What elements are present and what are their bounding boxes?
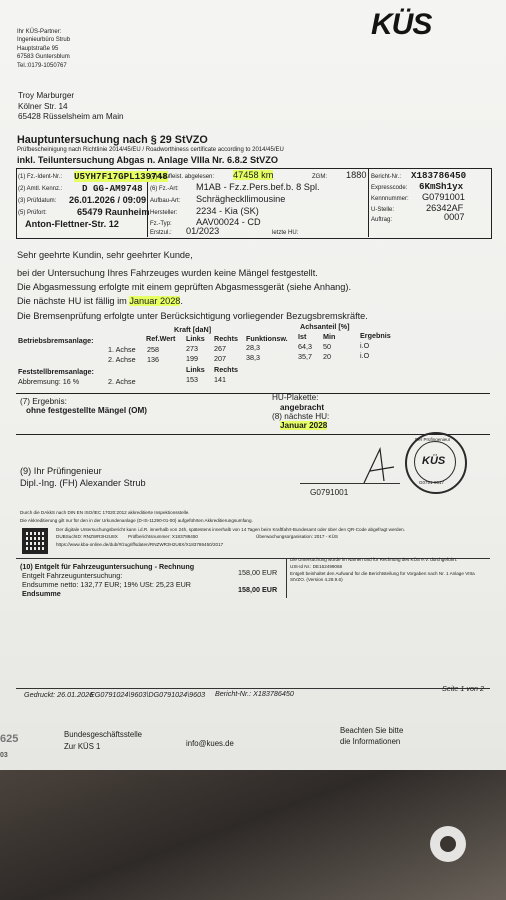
value-fz-art: M1AB - Fz.z.Pers.bef.b. 8 Spl. [196,182,320,192]
label-ident: (1) Fz.-Ident-Nr.: [18,174,63,180]
value-pruefdatum: 26.01.2026 / 09:09 [69,195,147,205]
label-laufleistung: (4) Laufleist. abgelesen: [150,174,215,180]
brake-fest-links: 153 [186,375,198,384]
invoice-entgelt-value: 158,00 EUR [238,568,278,577]
value-erstzul: 01/2023 [186,226,220,236]
stamp-logo: KÜS [422,455,446,467]
paragraph-exhaust: Die Abgasmessung erfolgte mit einem geprüften Abgasmessgerät (siehe Anhang). [17,282,352,292]
value-kennzeichen: D GG-AM9748 [82,183,143,194]
greeting: Sehr geehrte Kundin, sehr geehrter Kunde, [17,250,193,260]
next-hu-value: Januar 2028 [280,421,328,430]
brake-row-rechts: 267 [214,344,226,353]
brake-col-ist: Ist [298,332,307,341]
box-divider [368,168,369,237]
partner-line: Tel.:0179-1050767 [17,62,67,69]
recipient-line: 65428 Rüsselsheim am Main [18,112,124,121]
fine-dub-id: DUBSuchID: RNZWR3H2U8X [56,534,118,539]
brake-row-ist: 35,7 [298,352,312,361]
brake-fest-rechts: 141 [214,375,226,384]
value-auftrag: 0007 [444,212,465,222]
footer-bgs-2: Zur KÜS 1 [64,742,101,751]
inspector-stamp [405,432,467,494]
recipient-address [18,91,124,123]
invoice-entgelt-label: Entgelt Fahrzeuguntersuchung: [22,571,123,580]
next-hu-text: Die nächste HU ist fällig im [17,296,130,306]
value-laufleistung: 47458 km [233,170,274,180]
value-pruefort-ort: 65479 Raunheim [77,207,150,217]
brake-achsanteil-header: Achsanteil [%] [300,322,350,331]
footer-email[interactable]: info@kues.de [186,739,234,748]
brake-row-ref: 136 [147,355,159,364]
footer-page: Seite 1 von 2 [442,684,484,693]
recipient-line: Kölner Str. 14 [18,101,68,111]
next-hu-label: (8) nächste HU: [272,412,330,421]
watermark-icon [430,826,466,862]
fine-url[interactable]: https://www.kba-online.de/dub/#/zugriffsdaten/RNZWR3H2U8X/X183786450/2017 [56,542,224,547]
value-pruefort-strasse: Anton-Flettner-Str. 12 [25,219,119,229]
label-pruefdatum: (3) Prüfdatum: [18,198,57,204]
brake-abbremsung: Abbremsung: 16 % [18,377,80,386]
value-hersteller: 2234 - Kia (SK) [196,206,259,216]
footer-beachten-2: die Informationen [340,737,401,746]
background-surface [0,770,506,900]
brake-fest-links-header: Links [186,365,205,374]
paragraph-brakes: Die Bremsenprüfung erfolgte unter Berücksichtigung vorliegender Bezugsbremskräfte. [17,311,368,321]
partner-line: 67583 Guntersblum [17,54,70,61]
invoice-endsumme-label: Endsumme [22,589,61,598]
brake-kraft-header: Kraft [daN] [174,325,212,334]
brake-row-min: 20 [323,352,331,361]
label-erstzul: Erstzul.: [150,230,172,236]
brake-col-ergebnis: Ergebnis [360,331,391,340]
label-letzte-hu: letzte HU: [272,230,299,236]
value-ident: U5YH7F17GPL139748 [74,171,168,182]
document-subtitle-bold: inkl. Teiluntersuchung Abgas n. Anlage VIIIa Nr. 6.8.2 StVZO [17,155,279,165]
inspector-id: G0791001 [310,488,349,497]
brake-row-funk: 28,3 [246,343,260,352]
value-typ: AAV00024 - CD [196,217,261,227]
value-kennnummer: G0791001 [422,192,465,202]
label-bericht: Bericht-Nr.: [371,174,402,180]
fine-accreditation: Durch die DAkkS nach DIN EN ISO/IEC 17020:2012 akkreditierte Inspektionsstelle. [20,510,190,515]
invoice-note-3: Entgelt beinhaltet den Aufwand für die Berichtsteilung für Vorgaben nach Nr. 1 Anlage VIIIa StVZO. (Version 4.28.9.6) [290,571,475,582]
value-ustelle: 26342AF [426,203,464,213]
footer-bgs-1: Bundesgeschäftsstelle [64,730,143,739]
partner-line: Ihr KÜS-Partner: [17,29,62,35]
result-value: ohne festgestellte Mängel (OM) [26,406,148,415]
result-label: (7) Ergebnis: [20,397,67,406]
label-zgm: ZGM: [312,174,327,180]
document-subtitle: Prüfbescheinigung nach Richtlinie 2014/45/EU / Roadworthiness certificate according to 2014/45/EU [17,147,284,153]
invoice-note-2: USt-Id Nr.: DE162499068 [290,564,343,569]
brake-row-links: 199 [186,354,198,363]
brake-col-links: Links [186,334,205,343]
footer-left-number-2: 03 [0,752,8,759]
invoice-note-1: Die Untersuchung wurde im Namen und für Rechnung des KÜS e.V. durchgeführt. [290,557,458,562]
brake-row-ergebnis: i.O [360,351,370,360]
fine-report-number: Prüfberichtsnummer: X183786450 [128,534,198,539]
plakette-value: angebracht [280,403,325,412]
label-hersteller: Hersteller: [150,210,178,216]
brake-fest-achse: 2. Achse [108,377,136,386]
next-hu-date: Januar 2028 [129,296,181,306]
footer-printed: Gedruckt: 26.01.2026 [24,690,94,699]
partner-line: Hauptstraße 95 [17,45,59,52]
partner-line: Ingenieurbüro Strub [17,37,71,44]
inspector-name: Dipl.-Ing. (FH) Alexander Strub [20,478,146,488]
brake-row-funk: 38,3 [246,353,260,362]
label-fz-art: (6) Fz.-Art: [150,186,179,192]
next-hu-dot: . [180,296,183,306]
brake-col-funk: Funktionsw. [246,334,288,343]
brake-row-links: 273 [186,344,198,353]
stamp-bottom-text: G0791-0017 [419,480,445,485]
value-bericht: X183786450 [411,170,467,181]
brake-row-min: 50 [323,342,331,351]
brake-col-min: Min [323,332,336,341]
fine-digital-report: Der digitale Untersuchungsbericht kann i.d.R. innerhalb von 24h, spätestens innerhalb von 14 Tagen beim Kraftfahrt-Bundesamt oder über den QR-Code abgefragt werden. [56,527,405,532]
fine-org: Überwachungsorganisation: 2017 - KÜS [256,534,338,539]
value-expresscode: 6KmSh1yx [419,181,464,192]
stamp-top-text: Der Prüfingenieur [415,437,451,442]
value-zgm: 1880 [346,170,367,180]
label-auftrag: Auftrag: [371,217,393,223]
paragraph-next-hu [17,296,183,306]
recipient-line: Troy Marburger [18,91,75,100]
footer-left-number: 625 [0,733,19,745]
inspector-label: (9) Ihr Prüfingenieur [20,466,102,476]
invoice-title: (10) Entgelt für Fahrzeuguntersuchung - Rechnung [20,562,195,571]
label-kennzeichen: (2) Amtl. Kennz.: [18,186,63,192]
label-typ: Fz.-Typ: [150,221,172,227]
label-expresscode: Expresscode: [371,185,408,191]
invoice-divider [286,558,287,598]
brake-fest-rechts-header: Rechts [214,365,238,374]
brake-betrieb-label: Betriebsbremsanlage: [18,336,94,345]
document-title: Hauptuntersuchung nach § 29 StVZO [17,134,208,146]
brake-fest-label: Feststellbremsanlage: [18,367,94,376]
partner-address [17,28,70,70]
brake-col-rechts: Rechts [214,334,238,343]
fine-accreditation-scope: Die Akkreditierung gilt nur für den in der Urkundenanlage (D-IS-11290-01-00) aufgeführten Akkreditierungsumfang. [20,518,253,523]
brake-row-ist: 64,3 [298,342,312,351]
brake-row-ref: 258 [147,345,159,354]
footer-report: Bericht-Nr.: X183786450 [215,689,294,698]
plakette-label: HU-Plakette: [272,393,319,402]
invoice-endsumme-value: 158,00 EUR [238,585,278,594]
label-kennnummer: Kennnummer: [371,196,409,202]
label-aufbau: Aufbau-Art: [150,198,181,204]
value-aufbau: Schrägheckllimousine [196,194,286,204]
label-ustelle: U-Stelle: [371,207,395,213]
brake-row-achse: 1. Achse [108,345,136,354]
label-pruefort: (5) Prüfort: [18,210,47,216]
brake-row-achse: 2. Achse [108,355,136,364]
paragraph-no-defects: bei der Untersuchung Ihres Fahrzeuges wurden keine Mängel festgestellt. [17,268,318,278]
signature-mark [360,445,400,487]
brake-col-ref: Ref.Wert [146,334,176,343]
invoice-netto: Endsumme netto: 132,77 EUR; 19% USt: 25,23 EUR [22,580,191,589]
footer-code: EG0791024\9603\DG0791024\9603 [90,690,206,699]
footer-beachten-1: Beachten Sie bitte [340,726,404,735]
kues-logo: KÜS [371,8,432,41]
qr-code[interactable] [22,528,48,554]
brake-row-rechts: 207 [214,354,226,363]
brake-row-ergebnis: i.O [360,341,370,350]
